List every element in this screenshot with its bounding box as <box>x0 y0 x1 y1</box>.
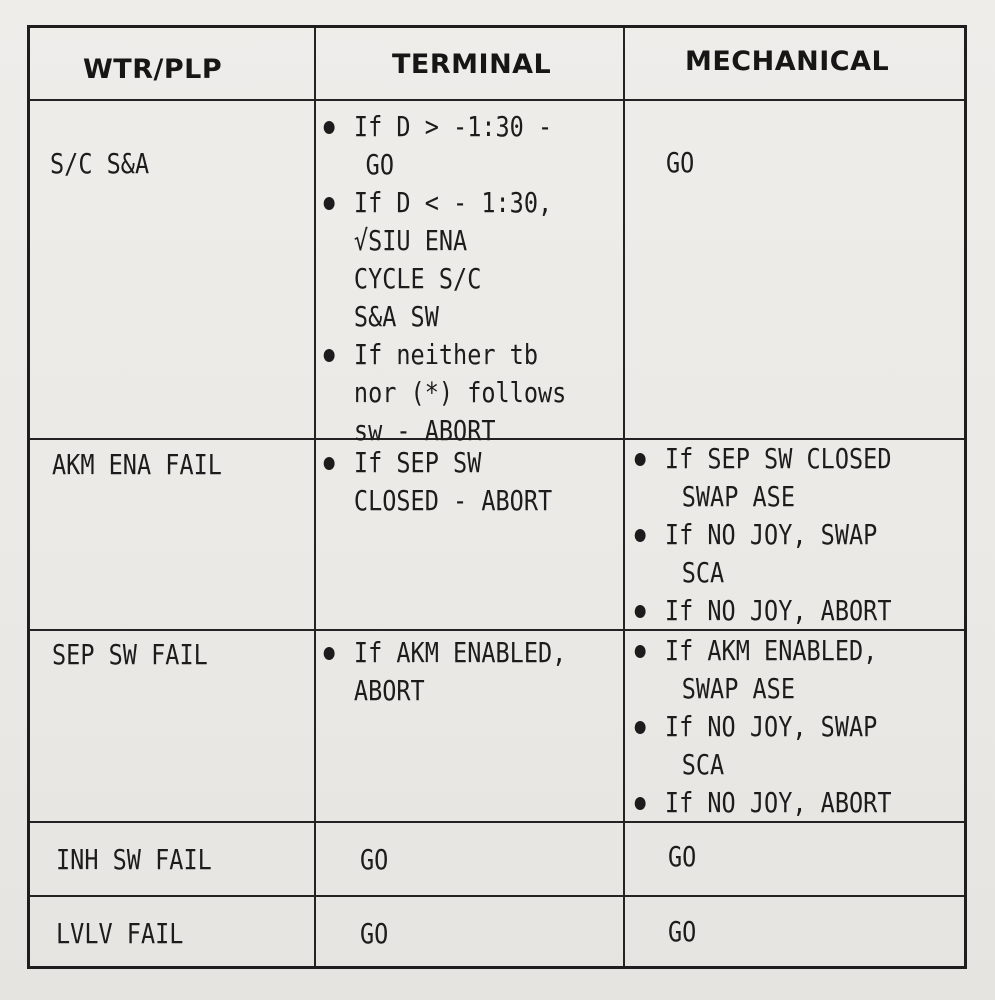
bullet-icon <box>324 647 335 660</box>
procedure-table <box>27 25 967 969</box>
list-item: If neither tb nor (*) follows sw - ABORT <box>322 336 566 450</box>
list-item: If AKM ENABLED, ABORT <box>322 634 566 710</box>
row-label-inh-sw-fail: INH SW FAIL <box>56 843 212 876</box>
bullet-icon <box>635 721 646 734</box>
bullet-icon <box>635 453 646 466</box>
terminal-cell-sc-sa <box>322 108 566 450</box>
list-item: If SEP SW CLOSED - ABORT <box>322 444 552 520</box>
mechanical-cell-akm-ena-fail <box>633 440 891 630</box>
mechanical-cell-sep-sw-fail <box>633 632 891 822</box>
column-divider <box>623 28 625 966</box>
list-item: If NO JOY, ABORT <box>633 784 891 822</box>
list-item: If D < - 1:30, √SIU ENA CYCLE S/C S&A SW <box>322 184 566 336</box>
bullet-icon <box>324 121 335 134</box>
terminal-cell-lvlv-fail: GO <box>360 917 389 950</box>
bullet-icon <box>635 797 646 810</box>
row-label-lvlv-fail: LVLV FAIL <box>56 917 184 950</box>
bullet-icon <box>635 529 646 542</box>
list-item: If NO JOY, ABORT <box>633 592 891 630</box>
row-divider <box>30 99 964 101</box>
row-label-akm-ena-fail: AKM ENA FAIL <box>52 448 222 481</box>
mechanical-cell-sc-sa: GO <box>666 146 695 179</box>
row-label-sc-sa: S/C S&A <box>50 147 150 180</box>
terminal-cell-inh-sw-fail: GO <box>360 843 389 876</box>
bullet-icon <box>635 605 646 618</box>
list-item: If NO JOY, SWAP SCA <box>633 708 891 784</box>
bullet-icon <box>324 457 335 470</box>
list-item: If SEP SW CLOSED SWAP ASE <box>633 440 891 516</box>
column-header-mechanical: MECHANICAL <box>685 46 890 77</box>
column-header-terminal: TERMINAL <box>392 49 552 80</box>
bullet-icon <box>635 645 646 658</box>
list-item: If NO JOY, SWAP SCA <box>633 516 891 592</box>
list-item: If AKM ENABLED, SWAP ASE <box>633 632 891 708</box>
list-item: If D > -1:30 - GO <box>322 108 566 184</box>
mechanical-cell-inh-sw-fail: GO <box>668 840 697 873</box>
column-divider <box>314 28 316 966</box>
row-label-sep-sw-fail: SEP SW FAIL <box>52 638 208 671</box>
mechanical-cell-lvlv-fail: GO <box>668 915 697 948</box>
terminal-cell-sep-sw-fail <box>322 634 566 710</box>
column-header-wtr-plp: WTR/PLP <box>83 54 223 85</box>
row-divider <box>30 895 964 897</box>
terminal-cell-akm-ena-fail <box>322 444 552 520</box>
bullet-icon <box>324 197 335 210</box>
bullet-icon <box>324 349 335 362</box>
